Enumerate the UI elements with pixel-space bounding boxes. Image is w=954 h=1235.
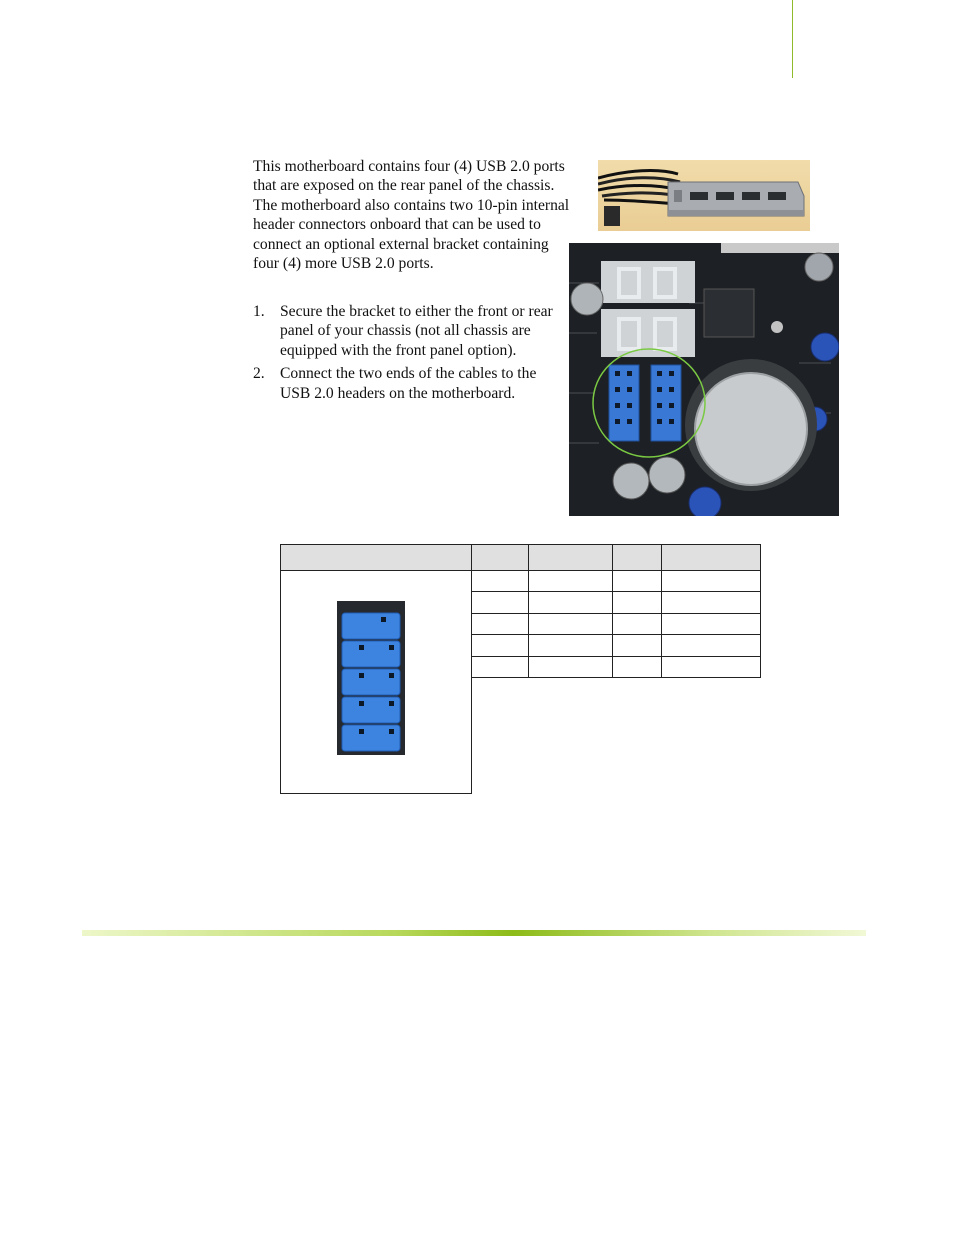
table-cell: [472, 613, 529, 634]
table-header-row: [281, 545, 761, 571]
table-cell: [472, 656, 529, 677]
table-cell: [662, 592, 761, 613]
table-row: [281, 571, 761, 592]
table-cell: [472, 571, 529, 592]
table-header-cell: [662, 545, 761, 571]
table-header-cell: [281, 545, 472, 571]
table-header-cell: [613, 545, 662, 571]
list-item: [253, 302, 553, 360]
footer-gradient-rule: [82, 930, 866, 936]
table-cell: [472, 592, 529, 613]
table-cell: [662, 656, 761, 677]
table-cell: [613, 635, 662, 656]
table-cell: [613, 592, 662, 613]
table-cell: [613, 571, 662, 592]
table-cell: [472, 635, 529, 656]
intro-paragraph: This motherboard contains four (4) USB 2.0 ports that are exposed on the rear panel of the chassis. The motherboard also contains two 10-pin internal header connectors onboard that can be used to connect an optional external bracket containing four (4) more USB 2.0 ports.: [253, 158, 570, 273]
list-item: [253, 364, 553, 403]
instruction-list: [253, 302, 553, 407]
table-cell: [662, 571, 761, 592]
table-header-cell: [529, 545, 613, 571]
table-header-cell: [472, 545, 529, 571]
step-text: Connect the two ends of the cables to the USB 2.0 headers on the motherboard.: [280, 365, 537, 402]
table-cell: [529, 656, 613, 677]
table-cell: [529, 635, 613, 656]
step-text: Secure the bracket to either the front or rear panel of your chassis (not all chassis are equipped with the front panel option).: [280, 303, 553, 359]
header-rule: [792, 0, 793, 78]
table-spacer: [472, 677, 761, 793]
table-cell: [529, 592, 613, 613]
table-cell: [662, 635, 761, 656]
motherboard-photo: [569, 243, 839, 516]
table-cell: [662, 613, 761, 634]
table-cell: [613, 656, 662, 677]
usb-header-pin-diagram: [337, 601, 405, 755]
usb-bracket-photo: [598, 160, 810, 231]
table-cell: [529, 613, 613, 634]
table-cell: [529, 571, 613, 592]
step-number: 1.: [253, 303, 265, 320]
step-number: 2.: [253, 365, 265, 383]
table-cell: [613, 613, 662, 634]
